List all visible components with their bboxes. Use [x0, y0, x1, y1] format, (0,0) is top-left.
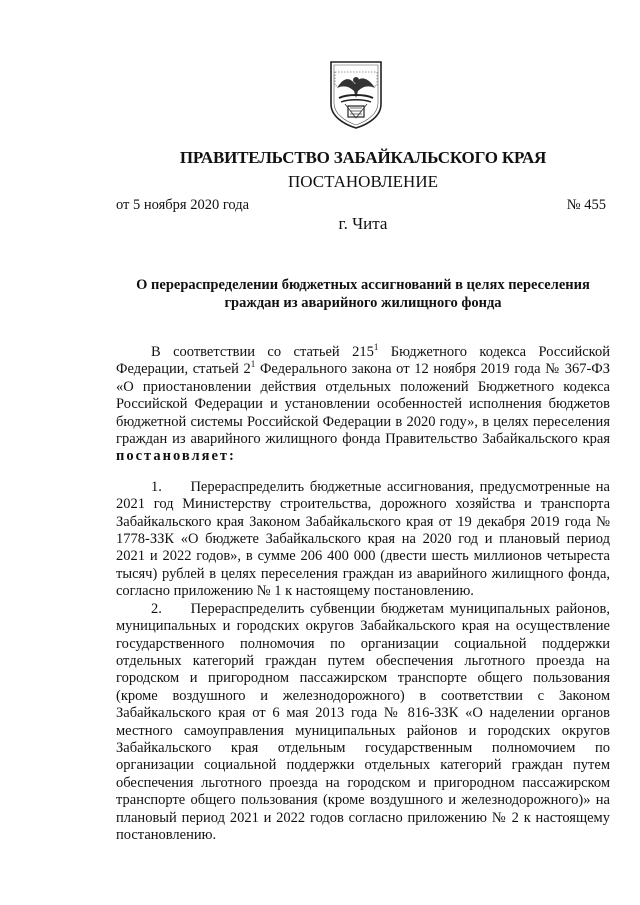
- government-name: ПРАВИТЕЛЬСТВО ЗАБАЙКАЛЬСКОГО КРАЯ: [179, 148, 547, 167]
- document-date: от 5 ноября 2020 года: [116, 197, 250, 213]
- document-number: № 455: [566, 197, 606, 213]
- preamble-text-3: Федерального закона от 12 ноября 2019 года № 367-ФЗ «О приостановлении действия отдельных положений Бюджетного кодекса Российской Федерации и установлении особенностей исполнения бюджетов бюджетной системы Российской Федерации в 2020 году», в целях переселения граждан из аварийного жилищного фонда Правительство Забайкальского края: [116, 361, 610, 448]
- coat-of-arms-icon: [327, 58, 385, 130]
- item-2-paragraph: 2. Перераспределить субвенции бюджетам муниципальных районов, муниципальных и городских округов Забайкальского края на осуществление государственного полномочия по организации социальной поддержки отдельных категорий граждан путем обеспечения льготного проезда на городском и пригородном пассажирском транспорте общего пользования (кроме воздушного и железнодорожного) в соответствии с Законом Забайкальского края от 6 мая 2013 года № 816-ЗЗК «О наделении органов местного самоуправления муниципальных районов и городских округов Забайкальского края отдельным государственным полномочием по организации социальной поддержки отдельных категорий граждан путем обеспечения льготного проезда на городском и пригородном пассажирском транспорте общего пользования (кроме воздушного и железнодорожного)» на плановый период 2021 и 2022 годов согласно приложению № 2 к настоящему постановлению.: [116, 600, 610, 843]
- document-body: [116, 344, 610, 844]
- preamble-sup-1: 1: [373, 342, 379, 353]
- item-1-paragraph: 1. Перераспределить бюджетные ассигнования, предусмотренные на 2021 год Министерству строительства, дорожного хозяйства и транспорта Забайкальского края Законом Забайкальского края от 19 декабря 2019 года № 1778-ЗЗК «О бюджете Забайкальского края на 2020 год и плановый период 2021 и 2022 годов», в сумме 206 400 000 (двести шесть миллионов четыреста тысяч) рублей в целях переселения граждан из аварийного жилищного фонда, согласно приложению № 1 к настоящему постановлению.: [116, 478, 610, 600]
- document-title: [116, 276, 610, 312]
- document-city: г. Чита: [338, 214, 388, 233]
- preamble-text-1: В соответствии со статьей 215: [151, 344, 374, 360]
- preamble-sup-2: 1: [250, 359, 256, 370]
- document-type: ПОСТАНОВЛЕНИЕ: [287, 172, 438, 191]
- decree-word: постановляет:: [116, 448, 236, 465]
- title-line-2: граждан из аварийного жилищного фонда: [224, 295, 502, 311]
- preamble-text-2: Бюджетного кодекса Российской Федерации, статьей 2: [116, 344, 610, 378]
- title-line-1: О перераспределении бюджетных ассигнований в целях переселения: [136, 277, 590, 293]
- preamble-paragraph: [116, 344, 610, 466]
